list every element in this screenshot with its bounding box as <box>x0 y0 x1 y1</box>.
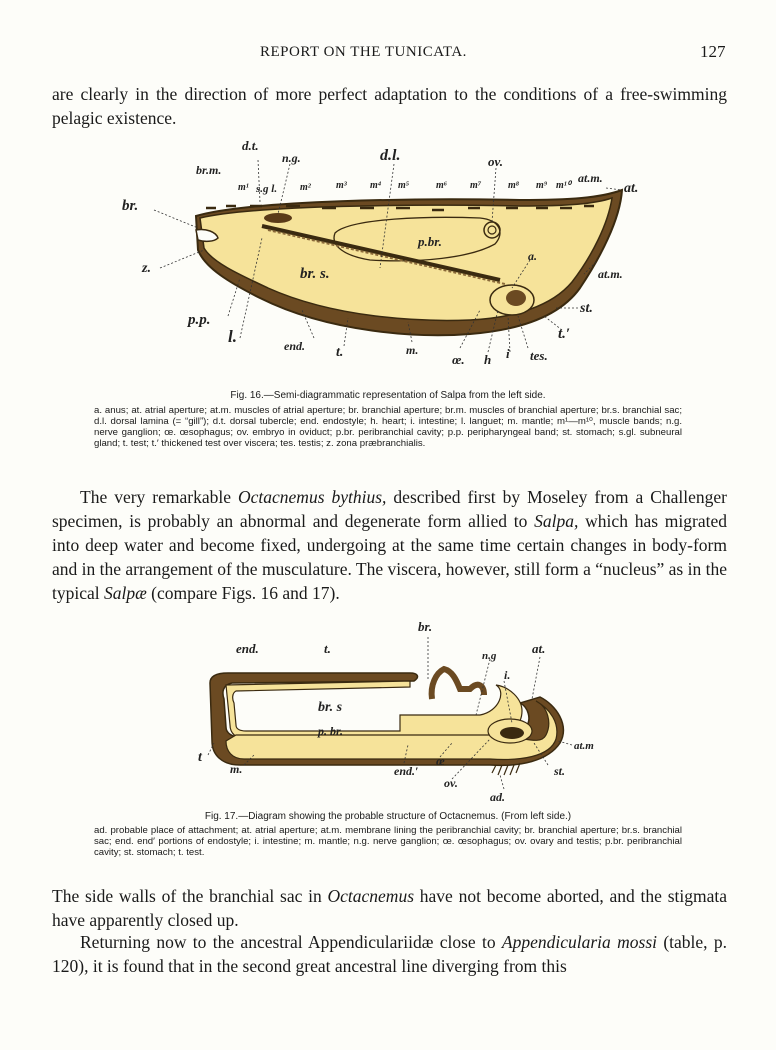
figure-17 <box>0 615 776 867</box>
label-t2: t <box>198 750 202 765</box>
label-atm: at.m. <box>598 267 623 281</box>
p3-genus-octacnemus: Octacnemus <box>327 886 415 906</box>
label-dt: d.t. <box>242 138 259 153</box>
octacnemus-diagram <box>0 615 776 805</box>
label-br: br. <box>122 198 139 214</box>
p3-text-a: The side walls of the branchial sac in <box>52 886 328 906</box>
label-oe: œ <box>436 754 445 768</box>
label-atm: at.m <box>574 740 594 752</box>
label-st: st. <box>554 764 566 778</box>
label-atm-top: at.m. <box>578 171 603 185</box>
label-m3: m³ <box>336 180 347 191</box>
label-brs: br. s. <box>300 266 330 282</box>
label-m7: m⁷ <box>470 180 482 191</box>
label-end: end. <box>236 641 259 656</box>
label-br: br. <box>418 619 433 634</box>
label-h: h <box>484 352 492 367</box>
paragraph-1: are clearly in the direction of more perfect adaptation to the conditions of a free-swimming pelagic existence. <box>52 84 727 128</box>
label-m1: m¹ <box>238 182 249 193</box>
paragraph-2 <box>52 485 727 605</box>
label-m2: m² <box>300 182 311 193</box>
label-brm: br.m. <box>196 163 222 177</box>
figure-16 <box>0 138 776 468</box>
label-m: m. <box>406 343 419 357</box>
p2-text-a: The very remarkable <box>80 487 238 507</box>
label-brs: br. s <box>318 700 343 715</box>
p2-text-g: (compare Figs. 16 and 17). <box>146 583 340 603</box>
label-tes: tes. <box>530 348 548 363</box>
figure-17-caption: Fig. 17.—Diagram showing the probable structure of Octacnemus. (From left side.) <box>204 811 572 822</box>
label-ad: ad. <box>490 790 505 804</box>
p2-text-e: which has migrated into deep water and become fixed, undergoing at the same time certain changes in body-form and in the arrangement of the musculature. The viscera, however, still form a “nucleus” as in the typical <box>52 511 727 603</box>
label-l: l. <box>228 327 237 346</box>
paragraph-4 <box>52 930 727 978</box>
p4-text-c: (table, p. 120), it is found that in the second great ancestral line diverging from this <box>52 932 727 976</box>
label-m: m. <box>230 762 243 776</box>
figure-16-legend: a. anus; at. atrial aperture; at.m. muscles of atrial aperture; br. branchial aperture; br.m. muscles of branchial aperture; br.s. branchial sac; d.l. dorsal lamina (= “gill”); d.t. dorsal tubercle; end. endostyle; h. heart; i. intestine; l. languet; m. mantle; m¹—m¹⁰, muscle bands; n.g. nerve ganglion; œ. œsophagus; ov. embryo in oviduct; p.br. peribranchial cavity; p.p. peripharyngeal band; st. stomach; s.gl. subneural gland; t. test; t.′ thickened test over viscera; tes. testis; z. zona præbranchialis. <box>94 405 682 449</box>
label-m8: m⁸ <box>508 180 520 191</box>
label-m4: m⁴ <box>370 180 382 191</box>
p4-text-a: Returning now to the ancestral Appendiculariidæ close to <box>80 932 502 952</box>
label-m9: m⁹ <box>536 180 548 191</box>
label-sgl: s.g l. <box>256 183 278 195</box>
label-pbr: p.br. <box>418 234 442 249</box>
label-ng: n.g <box>482 650 497 662</box>
p3-text-c: have not become aborted, and the stigmata have apparently closed up. <box>52 886 727 930</box>
label-ov: ov. <box>488 154 504 169</box>
label-a: a. <box>528 249 537 263</box>
salpa-diagram <box>0 138 776 388</box>
p2-genus-salpa: Salpa, <box>534 511 579 531</box>
label-endp: end.′ <box>394 764 419 778</box>
label-i: i. <box>504 668 511 682</box>
running-title: REPORT ON THE TUNICATA. <box>260 44 467 60</box>
figure-16-caption: Fig. 16.—Semi-diagrammatic representation of Salpa from the left side. <box>230 390 546 401</box>
page-number: 127 <box>700 42 726 61</box>
label-t: t. <box>324 641 331 656</box>
label-end: end. <box>284 339 305 353</box>
label-at: at. <box>532 641 546 656</box>
label-z: z. <box>142 261 151 276</box>
label-oe: œ. <box>452 352 465 367</box>
label-pbr: p. br. <box>318 724 344 738</box>
label-st: st. <box>580 301 593 316</box>
p4-species-name: Appendicularia mossi <box>501 932 657 952</box>
label-ov: ov. <box>444 776 458 790</box>
label-i: i <box>506 346 510 361</box>
p2-text-c: described first by Moseley from a Challenger specimen, is probably an abnormal and degenerate form allied to <box>52 487 727 531</box>
paragraph-3 <box>52 884 727 932</box>
label-m5: m⁵ <box>398 180 410 191</box>
label-m10: m¹⁰ <box>556 180 571 191</box>
label-dl: d.l. <box>380 147 401 164</box>
p2-species-name: Octacnemus bythius, <box>238 487 387 507</box>
label-m6: m⁶ <box>436 180 448 191</box>
label-pp: p.p. <box>188 312 211 328</box>
label-t: t. <box>336 345 344 360</box>
label-ng: n.g. <box>282 151 301 165</box>
figure-17-legend: ad. probable place of attachment; at. atrial aperture; at.m. membrane lining the peribranchial cavity; br. branchial aperture; br.s. branchial sac; end. end′ portions of endostyle; i. intestine; m. mantle; n.g. nerve ganglion; œ. œsophagus; ov. ovary and testis; p.br. peribranchial cavity; st. stomach; t. test. <box>94 825 682 858</box>
p2-genus-salpae: Salpæ <box>104 583 147 603</box>
label-tprime: t.′ <box>558 326 571 342</box>
label-at: at. <box>624 181 639 196</box>
